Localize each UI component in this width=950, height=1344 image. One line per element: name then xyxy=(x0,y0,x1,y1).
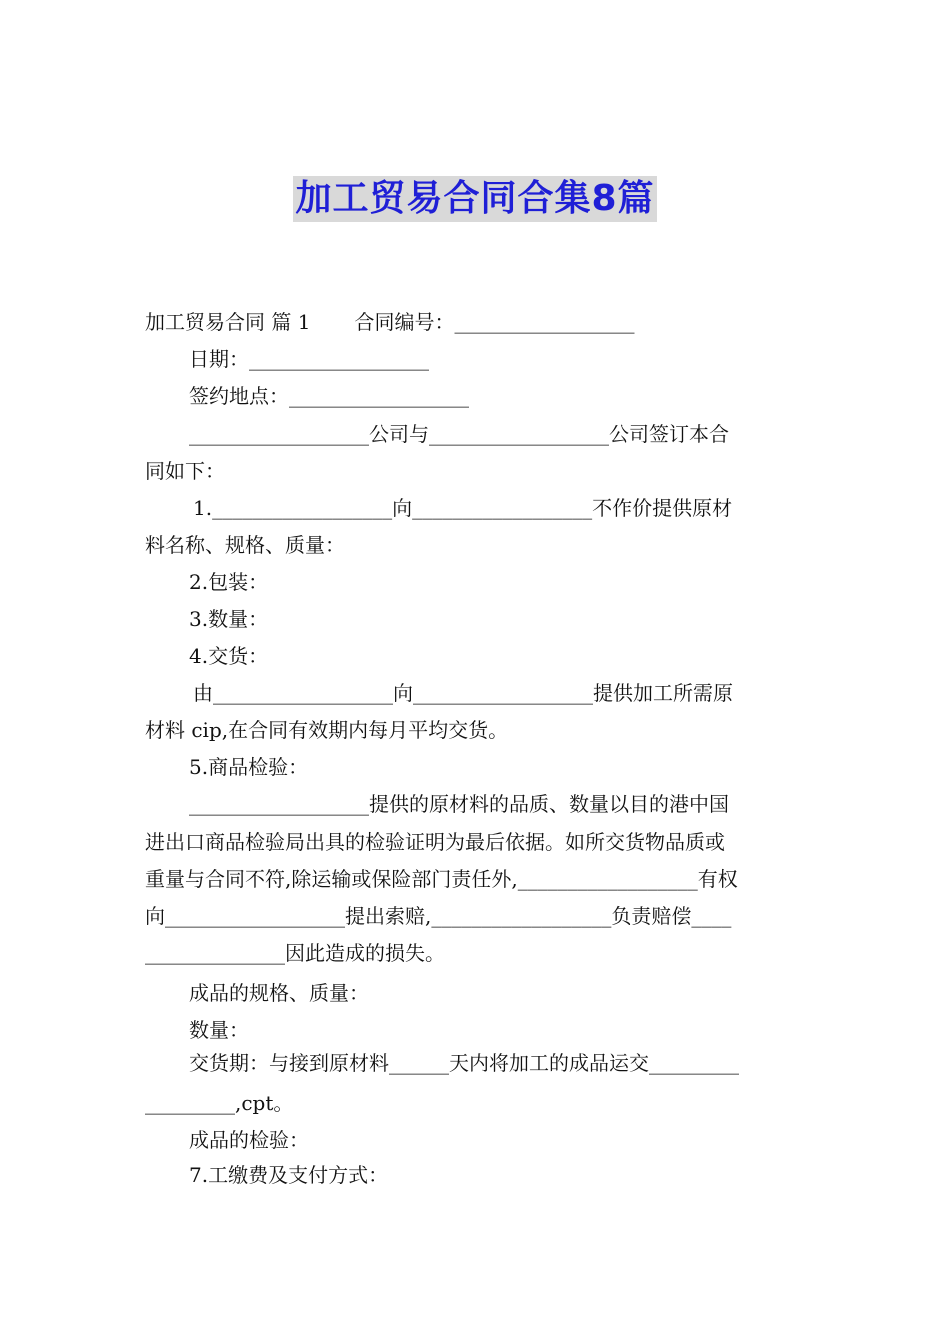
line-inspection-1: __________________提供的原材料的品质、数量以目的港中国 xyxy=(189,792,729,816)
line-parties-cont: 同如下： xyxy=(145,459,225,483)
line-delivery-period: 交货期：与接到原材料______天内将加工的成品运交_________ xyxy=(189,1051,739,1075)
contract-number-field: 合同编号：__________________ xyxy=(354,310,635,334)
line-inspection-4: 向__________________提出索赔,__________________负责赔偿____ xyxy=(145,904,732,928)
line-product-spec: 成品的规格、质量： xyxy=(189,981,369,1005)
line-contract-header xyxy=(145,308,807,336)
line-inspection-2: 进出口商品检验局出具的检验证明为最后依据。如所交货物品质或 xyxy=(145,830,725,854)
line-item-5: 5.商品检验： xyxy=(189,755,309,779)
document-title: 加工贸易合同合集8篇 xyxy=(293,176,656,222)
line-item-7: 7.工缴费及支付方式： xyxy=(189,1163,389,1187)
line-parties: __________________公司与__________________公司签订本合 xyxy=(189,422,729,446)
line-delivery: 由__________________向__________________提供加工所需原 xyxy=(193,681,733,705)
line-inspection-5: ______________因此造成的损失。 xyxy=(145,941,445,965)
line-delivery-period-cont: _________,cpt。 xyxy=(145,1091,294,1115)
line-item-1: 1.__________________向__________________不作价提供原材 xyxy=(193,496,733,520)
line-item-2: 2.包装： xyxy=(189,570,269,594)
line-product-inspection: 成品的检验： xyxy=(189,1128,309,1152)
line-signing-place: 签约地点：__________________ xyxy=(189,384,469,408)
line-item-1-cont: 料名称、规格、质量： xyxy=(145,533,345,557)
line-item-4: 4.交货： xyxy=(189,644,269,668)
line-item-3: 3.数量： xyxy=(189,607,269,631)
line-delivery-cont: 材料 cip,在合同有效期内每月平均交货。 xyxy=(145,718,509,742)
title-wrap xyxy=(0,176,950,222)
line-inspection-3: 重量与合同不符,除运输或保险部门责任外,__________________有权 xyxy=(145,867,738,891)
contract-heading: 加工贸易合同 篇 1 xyxy=(145,310,311,334)
line-date: 日期：__________________ xyxy=(189,347,429,371)
line-product-qty: 数量： xyxy=(189,1018,249,1042)
